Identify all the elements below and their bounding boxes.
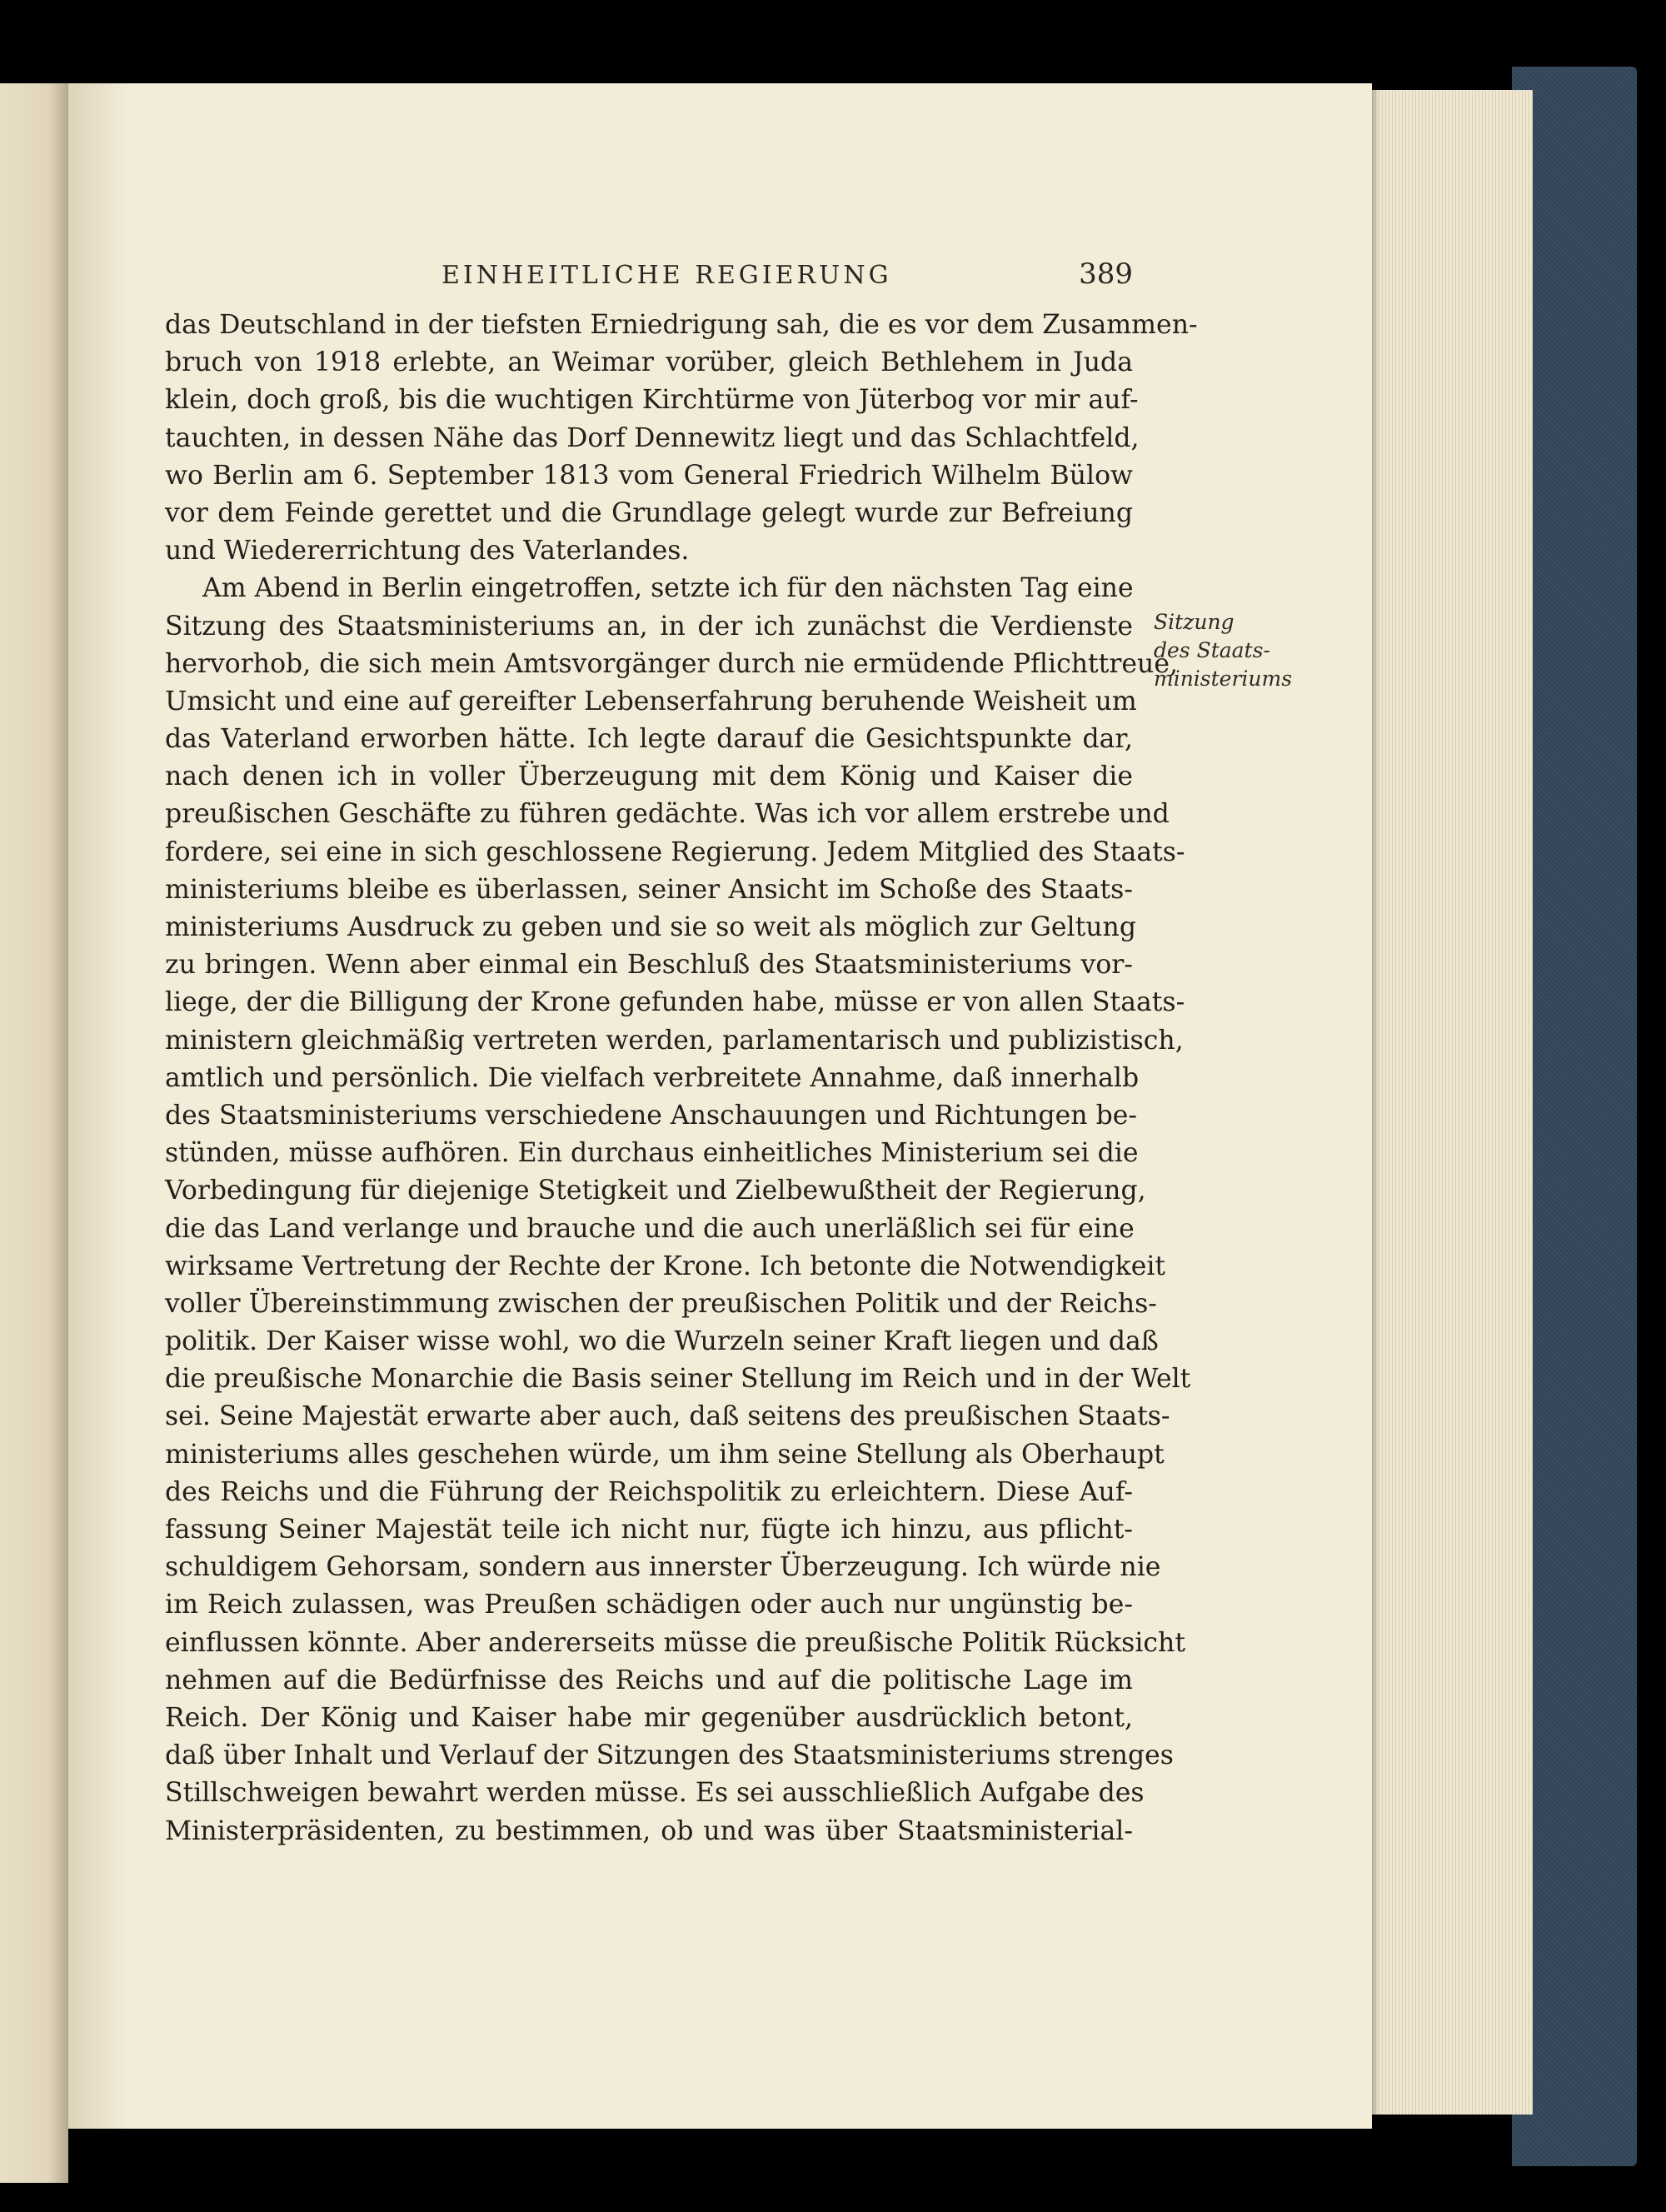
text-line: fassung Seiner Majestät teile ich nicht nur, fügte ich hinzu, aus pflicht- [165,1515,1133,1545]
text-line: Stillschweigen bewahrt werden müsse. Es sei ausschließlich Aufgabe des [165,1778,1145,1809]
margin-note-line: ministeriums [1154,667,1293,691]
text-line: voller Übereinstimmung zwischen der preußischen Politik und der Reichs- [165,1288,1157,1319]
text-line: daß über Inhalt und Verlauf der Sitzungen des Staatsministeriums strenges [165,1740,1174,1771]
text-line: die preußische Monarchie die Basis seiner Stellung im Reich und in der Welt [165,1364,1191,1395]
text-line: Ministerpräsidenten, zu bestimmen, ob und was über Staatsministerial- [165,1815,1133,1846]
text-line: preußischen Geschäfte zu führen gedächte. Was ich vor allem erstrebe und [165,799,1170,830]
page-edges [1366,90,1533,2115]
text-line: des Reichs und die Führung der Reichspolitik zu erleichtern. Diese Auf- [165,1476,1133,1507]
text-line: ministeriums bleibe es überlassen, seiner Ansicht im Schoße des Staats- [165,874,1133,905]
left-page-edge [0,83,68,2183]
text-line: tauchten, in dessen Nähe das Dorf Dennewitz liegt und das Schlachtfeld, [165,422,1140,453]
text-line: fordere, sei eine in sich geschlossene Regierung. Jedem Mitglied des Staats- [165,836,1185,867]
text-line: stünden, müsse aufhören. Ein durchaus einheitliches Ministerium sei die [165,1138,1139,1169]
text-line: nehmen auf die Bedürfnisse des Reichs und auf die politische Lage im [165,1665,1133,1695]
text-line: und Wiedererrichtung des Vaterlandes. [165,536,690,567]
text-line: ministeriums alles geschehen würde, um ihm seine Stellung als Oberhaupt [165,1439,1165,1470]
text-line: im Reich zulassen, was Preußen schädigen oder auch nur ungünstig be- [165,1590,1133,1620]
text-line: die das Land verlange und brauche und die auch unerläßlich sei für eine [165,1213,1135,1244]
text-line: wo Berlin am 6. September 1813 vom General Friedrich Wilhelm Bülow [165,460,1133,491]
text-line: das Deutschland in der tiefsten Erniedrigung sah, die es vor dem Zusammen- [165,310,1198,340]
text-line: schuldigem Gehorsam, sondern aus innerster Überzeugung. Ich würde nie [165,1552,1161,1583]
text-line: Sitzung des Staatsministeriums an, in der ich zunächst die Verdienste [165,611,1133,642]
margin-note [1154,608,1312,693]
running-title: EINHEITLICHE REGIERUNG [441,261,892,290]
text-line: zu bringen. Wenn aber einmal ein Beschluß des Staatsministeriums vor- [165,950,1133,981]
text-line: Reich. Der König und Kaiser habe mir gegenüber ausdrücklich betont, [165,1702,1133,1733]
text-line: ministeriums Ausdruck zu geben und sie so weit als möglich zur Geltung [165,912,1136,942]
body-text [165,307,1198,1850]
margin-note-line: Sitzung [1154,610,1235,634]
text-line: Vorbedingung für diejenige Stetigkeit und Zielbewußtheit der Regierung, [165,1176,1146,1206]
text-line: klein, doch groß, bis die wuchtigen Kirchtürme von Jüterbog vor mir auf- [165,385,1139,416]
running-header [167,254,1133,296]
text-line: des Staatsministeriums verschiedene Anschauungen und Richtungen be- [165,1100,1138,1131]
margin-note-line: des Staats- [1154,638,1270,662]
text-line: hervorhob, die sich mein Amtsvorgänger durch nie ermüdende Pflichttreue, [165,648,1178,679]
text-line: politik. Der Kaiser wisse wohl, wo die Wurzeln seiner Kraft liegen und daß [165,1326,1159,1357]
text-line: Am Abend in Berlin eingetroffen, setzte ich für den nächsten Tag eine [202,573,1134,604]
text-line: sei. Seine Majestät erwarte aber auch, daß seitens des preußischen Staats- [165,1401,1170,1432]
text-line: amtlich und persönlich. Die vielfach verbreitete Annahme, daß innerhalb [165,1062,1140,1093]
text-line: nach denen ich in voller Überzeugung mit dem König und Kaiser die [165,761,1133,792]
text-line: bruch von 1918 erlebte, an Weimar vorüber, gleich Bethlehem in Juda [165,347,1133,378]
text-line: vor dem Feinde gerettet und die Grundlage gelegt wurde zur Befreiung [165,497,1133,528]
text-line: Umsicht und eine auf gereifter Lebenserfahrung beruhende Weisheit um [165,686,1137,717]
text-line: ministern gleichmäßig vertreten werden, parlamentarisch und publizistisch, [165,1025,1184,1056]
text-line: einflussen könnte. Aber andererseits müsse die preußische Politik Rücksicht [165,1627,1185,1658]
text-line: wirksame Vertretung der Rechte der Krone. Ich betonte die Notwendigkeit [165,1251,1166,1281]
text-line: das Vaterland erworben hätte. Ich legte darauf die Gesichtspunkte dar, [165,724,1133,755]
page-number: 389 [1079,257,1133,291]
text-line: liege, der die Billigung der Krone gefunden habe, müsse er von allen Staats- [165,987,1185,1018]
